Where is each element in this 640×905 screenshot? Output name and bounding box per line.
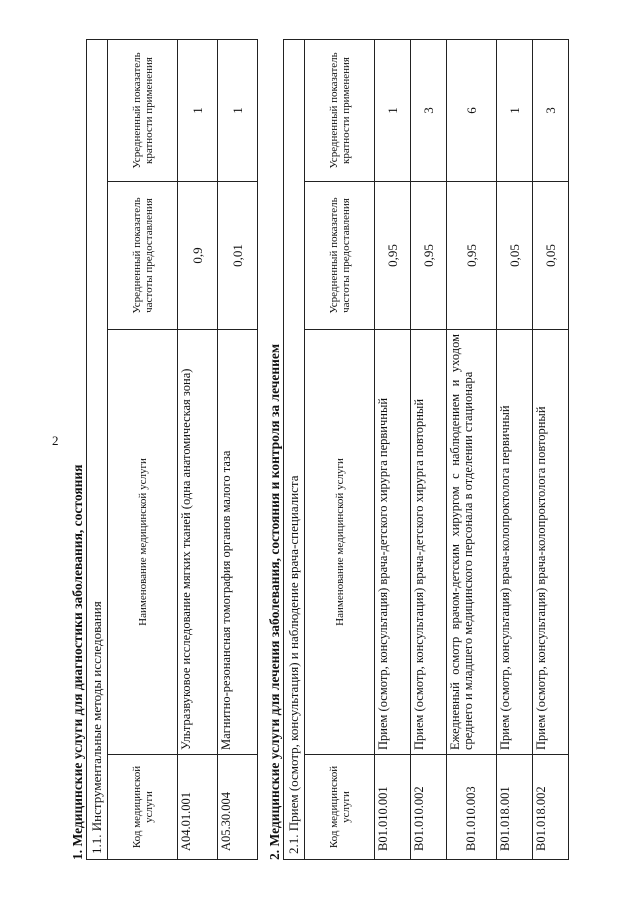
service-code: B01.010.002 <box>411 755 447 860</box>
service-code: B01.010.003 <box>447 755 497 860</box>
service-name: Прием (осмотр, консультация) врача-детского хирурга первичный <box>375 330 411 755</box>
section-diagnostics <box>70 39 258 860</box>
frequency-value: 0,01 <box>218 182 258 330</box>
col-multiplicity-header: Усредненный показатель кратности применения <box>305 39 375 181</box>
table-row <box>375 39 411 859</box>
col-frequency-header: Усредненный показатель частоты предоставления <box>108 182 178 330</box>
multiplicity-value: 1 <box>178 39 218 181</box>
subsection-row <box>284 39 305 859</box>
table-header-row <box>108 39 178 859</box>
service-code: A05.30.004 <box>218 755 258 860</box>
multiplicity-value: 1 <box>497 39 533 181</box>
multiplicity-value: 1 <box>375 39 411 181</box>
service-code: A04.01.001 <box>178 755 218 860</box>
col-multiplicity-header: Усредненный показатель кратности применения <box>108 39 178 181</box>
service-name: Прием (осмотр, консультация) врача-колопроктолога повторный <box>533 330 569 755</box>
table-row <box>411 39 447 859</box>
col-frequency-header: Усредненный показатель частоты предоставления <box>305 182 375 330</box>
service-name: Прием (осмотр, консультация) врача-колопроктолога первичный <box>497 330 533 755</box>
diagnostics-table <box>86 39 258 860</box>
service-name: Магнитно-резонансная томография органов малого таза <box>218 330 258 755</box>
table-header-row <box>305 39 375 859</box>
multiplicity-value: 3 <box>533 39 569 181</box>
table-row <box>218 39 258 859</box>
frequency-value: 0,05 <box>497 182 533 330</box>
treatment-table <box>283 39 569 860</box>
service-code: B01.018.002 <box>533 755 569 860</box>
col-name-header: Наименование медицинской услуги <box>108 330 178 755</box>
table-row <box>533 39 569 859</box>
subsection-2-1-title: 2.1. Прием (осмотр, консультация) и наблюдение врача-специалиста <box>284 39 305 859</box>
service-name: Ультразвуковое исследование мягких тканей (одна анатомическая зона) <box>178 330 218 755</box>
frequency-value: 0,05 <box>533 182 569 330</box>
col-code-header: Код медицинской услуги <box>305 755 375 860</box>
service-code: B01.018.001 <box>497 755 533 860</box>
section-1-heading: 1. Медицинские услуги для диагностики заболевания, состояния <box>70 464 85 860</box>
multiplicity-value: 6 <box>447 39 497 181</box>
frequency-value: 0,9 <box>178 182 218 330</box>
table-row <box>178 39 218 859</box>
multiplicity-value: 3 <box>411 39 447 181</box>
section-treatment <box>267 39 569 860</box>
frequency-value: 0,95 <box>375 182 411 330</box>
col-code-header: Код медицинской услуги <box>108 755 178 860</box>
table-row <box>497 39 533 859</box>
service-code: B01.010.001 <box>375 755 411 860</box>
frequency-value: 0,95 <box>447 182 497 330</box>
page-number: 2 <box>52 433 59 448</box>
frequency-value: 0,95 <box>411 182 447 330</box>
subsection-row <box>87 39 108 859</box>
service-name: Ежедневный осмотр врачом-детским хирургом с наблюдением и уходом среднего и младшего медицинского персонала в отделении стационара <box>447 330 497 755</box>
rotated-page-content <box>70 30 630 860</box>
table-row <box>447 39 497 859</box>
subsection-1-1-title: 1.1. Инструментальные методы исследования <box>87 39 108 859</box>
col-name-header: Наименование медицинской услуги <box>305 330 375 755</box>
section-2-heading: 2. Медицинские услуги для лечения заболевания, состояния и контроля за лечением <box>267 343 282 860</box>
multiplicity-value: 1 <box>218 39 258 181</box>
service-name: Прием (осмотр, консультация) врача-детского хирурга повторный <box>411 330 447 755</box>
